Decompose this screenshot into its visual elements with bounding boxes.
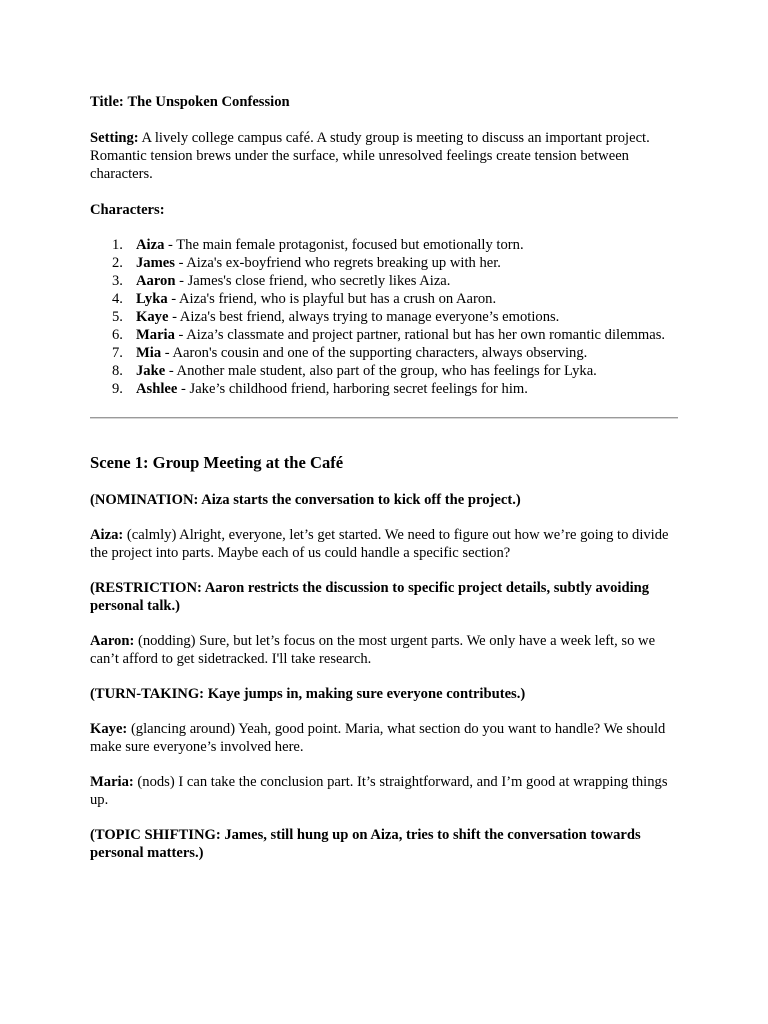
character-name: James — [136, 255, 175, 271]
document-page — [90, 93, 680, 879]
speaker-name: Kaye: — [90, 721, 128, 737]
characters-heading: Characters: — [90, 202, 165, 218]
title-text: The Unspoken Confession — [127, 94, 290, 110]
character-desc: - Jake’s childhood friend, harboring secret feelings for him. — [177, 381, 528, 397]
dialogue-text: (glancing around) Yeah, good point. Maria, what section do you want to handle? We should make sure everyone’s involved here. — [90, 721, 666, 755]
dialogue-line — [90, 773, 680, 809]
character-desc: - Another male student, also part of the group, who has feelings for Lyka. — [165, 363, 597, 379]
list-item: 2. James - Aiza's ex-boyfriend who regrets breaking up with her. — [112, 255, 501, 271]
character-name: Kaye — [136, 309, 169, 325]
character-name: Ashlee — [136, 381, 178, 397]
list-item: 9. Ashlee - Jake’s childhood friend, harboring secret feelings for him. — [112, 381, 528, 397]
setting-text: A lively college campus café. A study group is meeting to discuss an important project. Romantic tension brews under the surface, while unresolved feelings create tension between characters. — [90, 130, 650, 182]
stage-direction: (RESTRICTION: Aaron restricts the discussion to specific project details, subtly avoiding personal talk.) — [90, 580, 650, 614]
stage-direction: (TOPIC SHIFTING: James, still hung up on Aiza, tries to shift the conversation towards personal matters.) — [90, 827, 641, 861]
setting-paragraph — [90, 129, 680, 183]
dialogue-text: (nodding) Sure, but let’s focus on the most urgent parts. We only have a week left, so we can’t afford to get sidetracked. I'll take research. — [90, 633, 656, 667]
character-desc: - Aiza's ex-boyfriend who regrets breaking up with her. — [174, 255, 501, 271]
dialogue-text: (calmly) Alright, everyone, let’s get started. We need to figure out how we’re going to divide the project into parts. Maybe each of us could handle a specific section? — [90, 527, 669, 561]
list-item: 3. Aaron - James's close friend, who secretly likes Aiza. — [112, 273, 451, 289]
character-desc: - Aiza's friend, who is playful but has a crush on Aaron. — [167, 291, 497, 307]
setting-label: Setting: — [90, 130, 139, 146]
character-name: Jake — [136, 363, 166, 379]
dialogue-line — [90, 720, 680, 756]
character-desc: - The main female protagonist, focused but emotionally torn. — [164, 237, 524, 253]
scene-heading: Scene 1: Group Meeting at the Café — [90, 453, 344, 472]
speaker-name: Maria: — [90, 774, 134, 790]
speaker-name: Aaron: — [90, 633, 135, 649]
character-name: Maria — [136, 327, 175, 343]
character-name: Mia — [136, 345, 162, 361]
document-title — [90, 93, 680, 111]
character-desc: - James's close friend, who secretly likes Aiza. — [175, 273, 451, 289]
list-item: 7. Mia - Aaron's cousin and one of the supporting characters, always observing. — [112, 345, 588, 361]
list-item: 5. Kaye - Aiza's best friend, always trying to manage everyone’s emotions. — [112, 309, 560, 325]
dialogue-text: (nods) I can take the conclusion part. It’s straightforward, and I’m good at wrapping things up. — [90, 774, 668, 808]
dialogue-line — [90, 526, 680, 562]
list-item: 6. Maria - Aiza’s classmate and project partner, rational but has her own romantic dilemmas. — [112, 327, 666, 343]
list-item: 8. Jake - Another male student, also part of the group, who has feelings for Lyka. — [112, 363, 597, 379]
character-desc: - Aiza’s classmate and project partner, rational but has her own romantic dilemmas. — [174, 327, 666, 343]
title-label: Title: — [90, 94, 124, 110]
list-item: 1. Aiza - The main female protagonist, focused but emotionally torn. — [112, 237, 524, 253]
character-desc: - Aaron's cousin and one of the supporting characters, always observing. — [161, 345, 588, 361]
character-list — [90, 236, 680, 398]
stage-direction: (NOMINATION: Aiza starts the conversation to kick off the project.) — [90, 492, 521, 508]
section-divider — [90, 417, 678, 419]
speaker-name: Aiza: — [90, 527, 124, 543]
character-desc: - Aiza's best friend, always trying to manage everyone’s emotions. — [168, 309, 560, 325]
dialogue-line — [90, 632, 680, 668]
list-item: 4. Lyka - Aiza's friend, who is playful but has a crush on Aaron. — [112, 291, 497, 307]
character-name: Aaron — [136, 273, 176, 289]
stage-direction: (TURN-TAKING: Kaye jumps in, making sure everyone contributes.) — [90, 686, 526, 702]
character-name: Lyka — [136, 291, 168, 307]
character-name: Aiza — [136, 237, 165, 253]
